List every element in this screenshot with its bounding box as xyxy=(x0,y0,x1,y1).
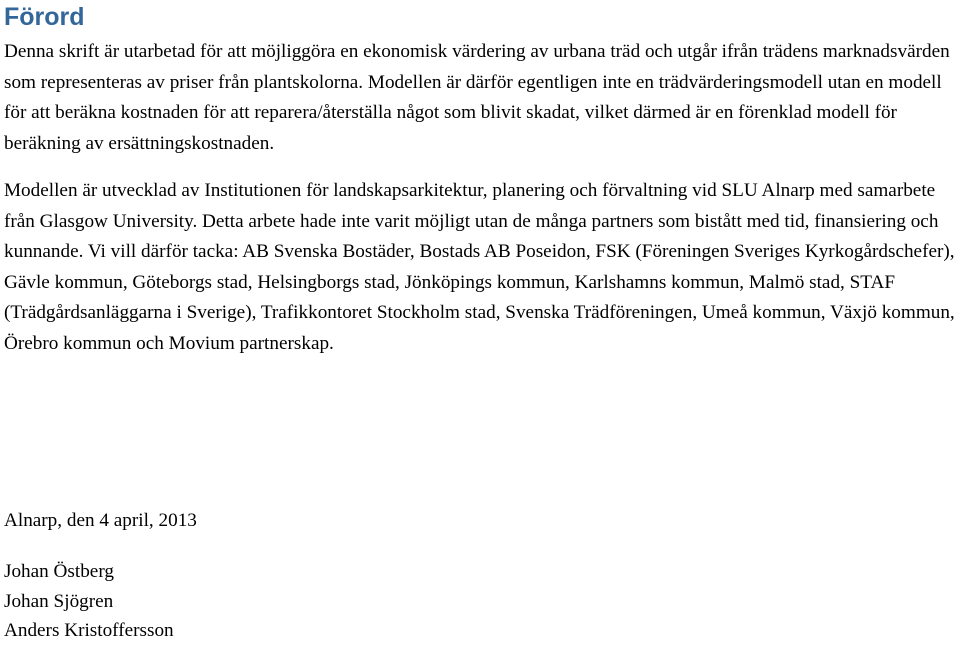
paragraph-purpose: Denna skrift är utarbetad för att möjliggöra en ekonomisk värdering av urbana träd och utgår ifrån trädens marknadsvärden som representeras av priser från plantskolorna. Modellen är därför egentligen inte en trädvärderingsmodell utan en modell för att beräkna kostnaden för att reparera/återställa något som blivit skadat, vilket därmed är en förenklad modell för beräkning av ersättningskostnaden. xyxy=(4,41,950,154)
signatory-name: Johan Sjögren xyxy=(4,591,114,612)
paragraph-acknowledgements: Modellen är utvecklad av Institutionen för landskapsarkitektur, planering och förvaltning vid SLU Alnarp med samarbete från Glasgow University. Detta arbete hade inte varit möjligt utan de många partners som bistått med tid, finansiering och kunnande. Vi vill därför tacka: AB Svenska Bostäder, Bostads AB Poseidon, FSK (Föreningen Sveriges Kyrkogårdschefer), Gävle kommun, Göteborgs stad, Helsingborgs stad, Jönköpings kommun, Karlshamns kommun, Malmö stad, STAF (Trädgårdsanläggarna i Sverige), Trafikkontoret Stockholm stad, Svenska Trädföreningen, Umeå kommun, Växjö kommun, Örebro kommun och Movium partnerskap. xyxy=(4,180,955,354)
page-title: Förord xyxy=(4,3,85,31)
signatory-name: Johan Östberg xyxy=(4,561,114,582)
place-date: Alnarp, den 4 april, 2013 xyxy=(4,510,197,531)
signatory-name: Anders Kristoffersson xyxy=(4,620,174,641)
